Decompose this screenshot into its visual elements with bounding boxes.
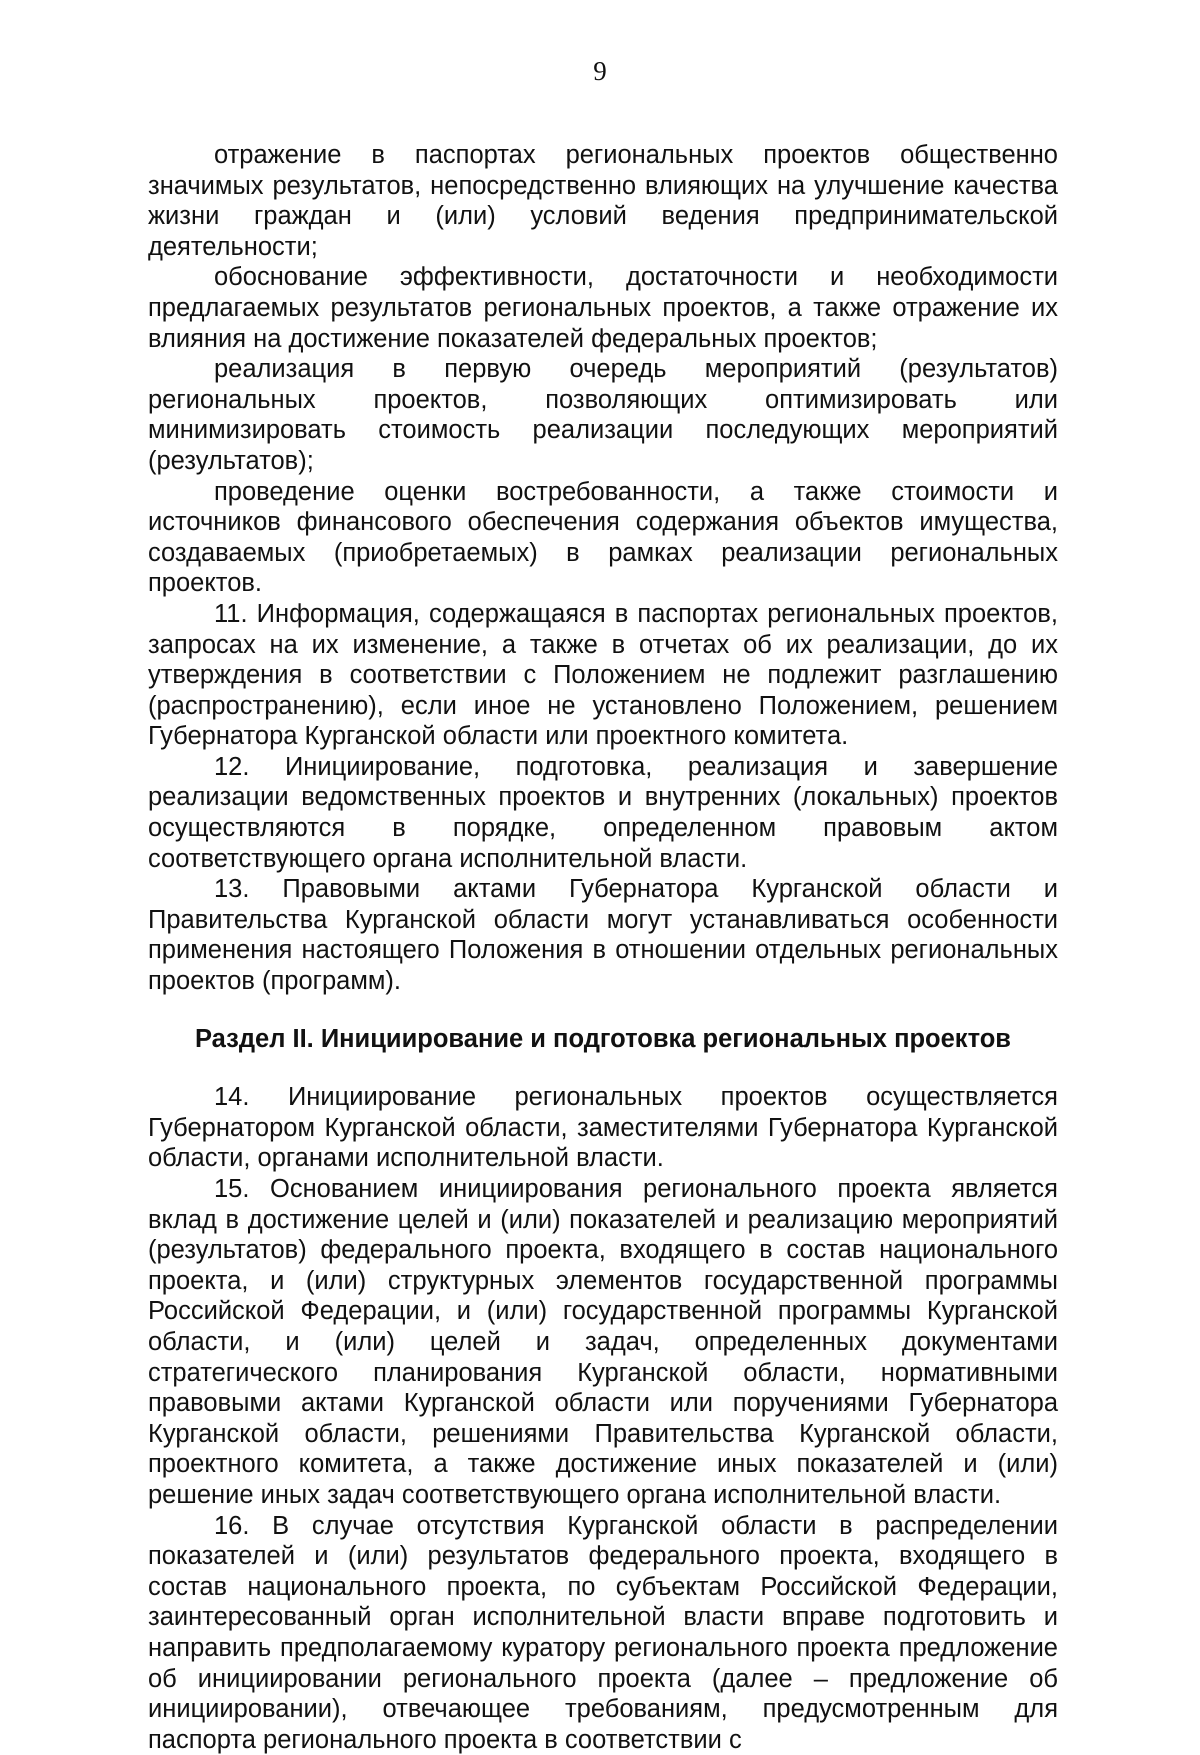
- paragraph-priority-implementation: реализация в первую очередь мероприятий (результатов) региональных проектов, позволяющих оптимизировать или минимизировать стоимость реализации последующих мероприятий (результатов);: [148, 355, 1058, 475]
- paragraph-16: 16. В случае отсутствия Курганской области в распределении показателей и (или) результатов федерального проекта, входящего в состав национального проекта, по субъектам Российской Федерации, заинтересованный орган исполнительной власти вправе подготовить и направить предполагаемому куратору регионального проекта предложение об инициировании регионального проекта (далее – предложение об инициировании), отвечающее требованиям, предусмотренным для паспорта регионального проекта в соответствии с: [148, 1511, 1058, 1754]
- paragraph-12: 12. Инициирование, подготовка, реализация и завершение реализации ведомственных проектов и внутренних (локальных) проектов осуществляются в порядке, определенном правовым актом соответствующего органа исполнительной власти.: [148, 752, 1058, 873]
- paragraph-14: 14. Инициирование региональных проектов осуществляется Губернатором Курганской области, заместителями Губернатора Курганской области, органами исполнительной власти.: [148, 1083, 1058, 1173]
- paragraph-justification: обоснование эффективности, достаточности и необходимости предлагаемых результатов региональных проектов, а также отражение их влияния на достижение показателей федеральных проектов;: [148, 263, 1058, 353]
- page-number: 9: [593, 56, 607, 86]
- paragraph-goal-results: отражение в паспортах региональных проектов общественно значимых результатов, непосредственно влияющих на улучшение качества жизни граждан и (или) условий ведения предпринимательской деятельности;: [148, 141, 1058, 261]
- section-heading: Раздел II. Инициирование и подготовка региональных проектов: [195, 1024, 1011, 1053]
- document-body: [148, 140, 1058, 1755]
- paragraph-13: 13. Правовыми актами Губернатора Курганской области и Правительства Курганской области могут устанавливаться особенности применения настоящего Положения в отношении отдельных региональных проектов (программ).: [148, 875, 1058, 996]
- paragraph-15: 15. Основанием инициирования регионального проекта является вклад в достижение целей и (или) показателей и реализацию мероприятий (результатов) федерального проекта, входящего в состав национального проекта, и (или) структурных элементов государственной программы Российской Федерации, и (или) государственной программы Курганской области, и (или) целей и задач, определенных документами стратегического планирования Курганской области, нормативными правовыми актами Курганской области или поручениями Губернатора Курганской области, решениями Правительства Курганской области, проектного комитета, а также достижение иных показателей и (или) решение иных задач соответствующего органа исполнительной власти.: [148, 1175, 1058, 1509]
- paragraph-demand-assessment: проведение оценки востребованности, а также стоимости и источников финансового обеспечения содержания объектов имущества, создаваемых (приобретаемых) в рамках реализации региональных проектов.: [148, 477, 1058, 598]
- paragraph-11: 11. Информация, содержащаяся в паспортах региональных проектов, запросах на их изменение, а также в отчетах об их реализации, до их утверждения в соответствии с Положением не подлежит разглашению (распространению), если иное не установлено Положением, решением Губернатора Курганской области или проектного комитета.: [148, 599, 1058, 751]
